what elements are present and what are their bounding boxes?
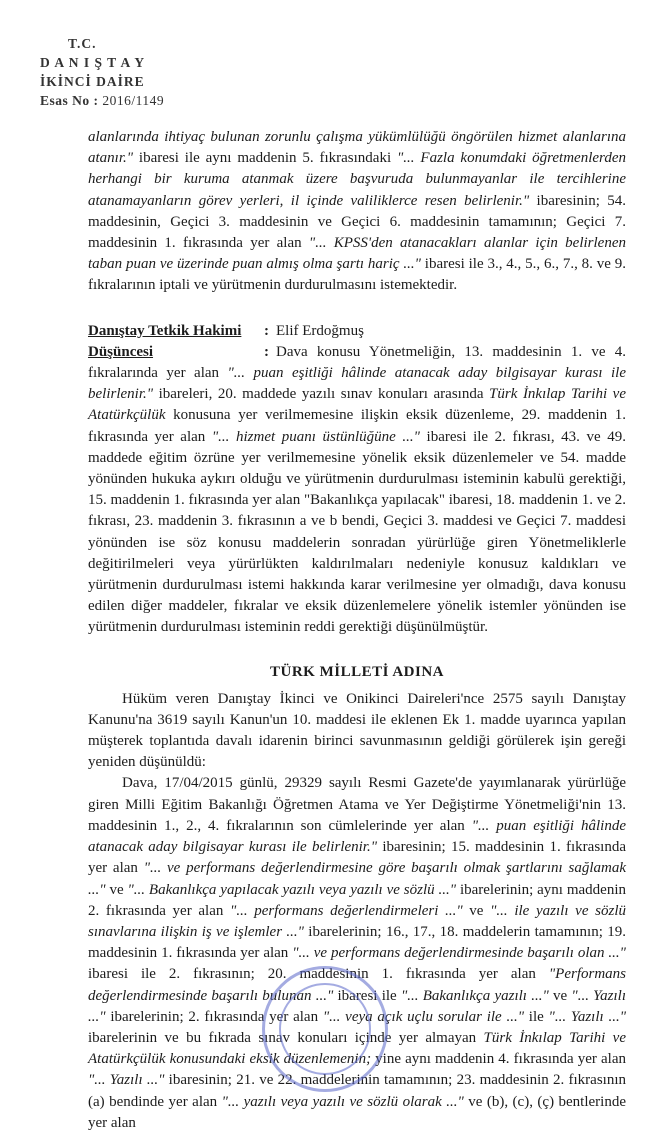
text: konusuna yer verilmemesine ilişkin eksik düzenleme, 29. maddenin 1. fıkrasında yer alan <box>88 407 626 445</box>
text: yine aynı maddenin 4. fıkrasında yer alan <box>371 1051 626 1068</box>
text: ve <box>105 881 128 898</box>
quote: Türk İnkılap Tarihi ve Atatürkçülük konusundaki eksik düzenlemenin; <box>88 1029 626 1068</box>
section-title: TÜRK MİLLETİ ADINA <box>269 663 445 680</box>
text: Dava konusu Yönetmeliğin, 13. maddesinin 1. ve 4. fıkralarında yer alan <box>88 343 626 382</box>
paragraph-request <box>88 127 626 297</box>
tetkik-hakimi-label: Danıştay Tetkik Hakimi <box>88 322 242 339</box>
paragraph-hukum: Hüküm veren Danıştay İkinci ve Onikinci Daireleri'nce 2575 sayılı Danıştay Kanunu'na 3619 sayılı Kanun'un 10. maddesi ile eklenen Ek 1. madde uyarınca yapılan müşterek toplantıda davalı idarenin birinci savunmasının geldiği görülerek işin gereği yeniden düşünüldü: <box>88 690 626 771</box>
text: ibaresinin; 15. maddesinin 1. fıkrasında yer alan <box>88 839 626 877</box>
document-header <box>40 34 164 110</box>
quote: "... Yazılı ..." <box>88 1072 165 1089</box>
header-court: D A N I Ş T A Y <box>40 55 146 70</box>
separator: : <box>264 322 269 339</box>
text: ve <box>462 902 491 919</box>
text: ibaresi ile aynı maddenin 5. fıkrasındaki <box>133 150 397 167</box>
quote: "... Fazla konumdaki öğretmenlerden herhangi bir kuruma atanmak üzere başvuruda bulunmayanlar ile tercihlerine atanamayanların görev yerleri, il içinde valiliklerce resen belirlenir." <box>88 150 626 209</box>
quote: "... performans değerlendirmeleri ..." <box>230 902 463 919</box>
text: ibarelerinin; aynı maddenin 2. fıkrasında yer alan <box>88 881 626 919</box>
text: ibareleri, 20. maddede yazılı sınav konuları arasında <box>153 386 490 403</box>
quote: "... puan eşitliği hâlinde atanacak aday bilgisayar kurası ile belirlenir." <box>88 817 626 856</box>
header-esas <box>40 91 164 110</box>
quote: "... ve performans değerlendirmesine göre başarılı olmak şartlarını sağlamak ..." <box>88 860 626 898</box>
quote: "... Bakanlıkça yapılacak yazılı veya yazılı ve sözlü ..." <box>127 881 457 898</box>
tetkik-hakimi-row <box>88 321 626 342</box>
text: ibaresinin; 54. maddesinin, Geçici 3. maddesinin ve Geçici 6. maddesinin tamamının; Geçici 7. maddesinin 1. fıkrasında yer alan <box>88 192 626 252</box>
quote: "... hizmet puanı üstünlüğüne ..." <box>211 428 420 445</box>
header-tc: T.C. <box>68 36 97 51</box>
text: ibarelerinin; 2. fıkrasında yer alan <box>105 1008 323 1025</box>
quote: "... veya açık uçlu sorular ile ..." <box>322 1008 525 1025</box>
quote: alanlarında ihtiyaç bulunan zorunlu çalışma yükümlülüğü öngörülen hizmet alanlarına atanır." <box>88 129 626 167</box>
quote: "... Bakanlıkça yazılı ..." <box>400 987 549 1004</box>
separator: : <box>264 343 269 360</box>
official-stamp-seal <box>262 966 388 1092</box>
text: ibaresi ile 3., 4., 5., 6., 7., 8. ve 9. fıkralarının iptali ve yürütmenin durdurulmasını istemektedir. <box>88 256 626 294</box>
esas-label: Esas No : <box>40 93 99 108</box>
text: ibarelerinin ve bu fıkrada sınav konuları içinde yer almayan <box>88 1029 484 1046</box>
quote: Türk İnkılap Tarihi ve Atatürkçülük <box>88 386 626 424</box>
quote: "Performans değerlendirmesinde başarılı bulunan ..." <box>88 966 626 1004</box>
header-chamber: İKİNCİ DAİRE <box>40 74 145 89</box>
text: ibaresi ile <box>333 987 401 1004</box>
paragraph-dusunce <box>88 342 626 639</box>
quote: "... Yazılı ..." <box>548 1008 626 1025</box>
text: ibaresi ile 2. fıkrası, 43. ve 49. maddede eğitim özrüne yer verilmemesine yönelik eksik düzenlemeler ve 54. madde yönünden hukuka aykırı olduğu ve yürütmenin durdurulması isteminin kabulü gerektiği, 15. maddenin 1. fıkrasında yer alan "Bakanlıkça yapılacak" ibaresi, 18. maddenin 1. ve 2. fıkrası, 23. maddenin 3. fıkrasının a ve b bendi, Geçici 3. maddesi ve Geçici 7. maddesi yönünden ise söz konusu maddelerin sonradan yürürlüğe giren Yönetmeliklerle değitirilmeleri veya yürürlükten kaldırılmaları nedeniyle konusuz kaldıkları ve yürütmenin durdurulması istemi hakkında karar verilmesine yer olmadığı, dava konusu edilen diğer maddeler, fıkralar ve eksik düzenlemelere yönelik istemler yönünden ise yürütmenin durdurulması isteminin reddi gerektiği düşünülmüştür. <box>88 428 626 636</box>
text: ile <box>524 1008 549 1025</box>
quote: "... yazılı veya yazılı ve sözlü olarak ..." <box>221 1093 464 1110</box>
text: ibaresinin; 21. ve 22. maddelerinin tamamının; 23. maddesinin 2. fıkrasının (a) bendinde yer alan <box>88 1072 626 1110</box>
quote: "... puan eşitliği hâlinde atanacak aday bilgisayar kurası ile belirlenir." <box>88 365 626 403</box>
quote: "... Yazılı ..." <box>88 987 626 1025</box>
quote: "... ile yazılı ve sözlü sınavlarına ilişkin iş ve işlemler ..." <box>88 902 626 940</box>
text: ve (b), (c), (ç) bentlerinde yer alan <box>88 1093 626 1131</box>
esas-number: 2016/1149 <box>102 93 165 108</box>
quote: "... KPSS'den atanacakları alanlar için belirlenen taban puan ve üzerinde puan almış olma şartı hariç ..." <box>88 235 626 273</box>
text: ibarelerinin; 16., 17., 18. maddelerin tamamının; 19. maddesinin 1. fıkrasında yer alan <box>88 923 626 962</box>
quote: "... ve performans değerlendirmesinde başarılı olan ..." <box>292 945 626 962</box>
tetkik-hakimi-name: Elif Erdoğmuş <box>276 322 364 339</box>
text: ve <box>548 987 572 1004</box>
text: ibaresi ile 2. fıkrasının; 20. maddesinin 1. fıkrasında yer alan <box>88 966 549 983</box>
text: Dava, 17/04/2015 günlü, 29329 sayılı Resmi Gazete'de yayımlanarak yürürlüğe giren Milli Eğitim Bakanlığı Öğretmen Atama ve Yer Değiştirme Yönetmeliği'nin 13. maddesinin 1., 2., 4. fıkralarının son cümlelerinde yer alan <box>88 775 626 834</box>
dusunce-label: Düşüncesi <box>88 343 154 360</box>
